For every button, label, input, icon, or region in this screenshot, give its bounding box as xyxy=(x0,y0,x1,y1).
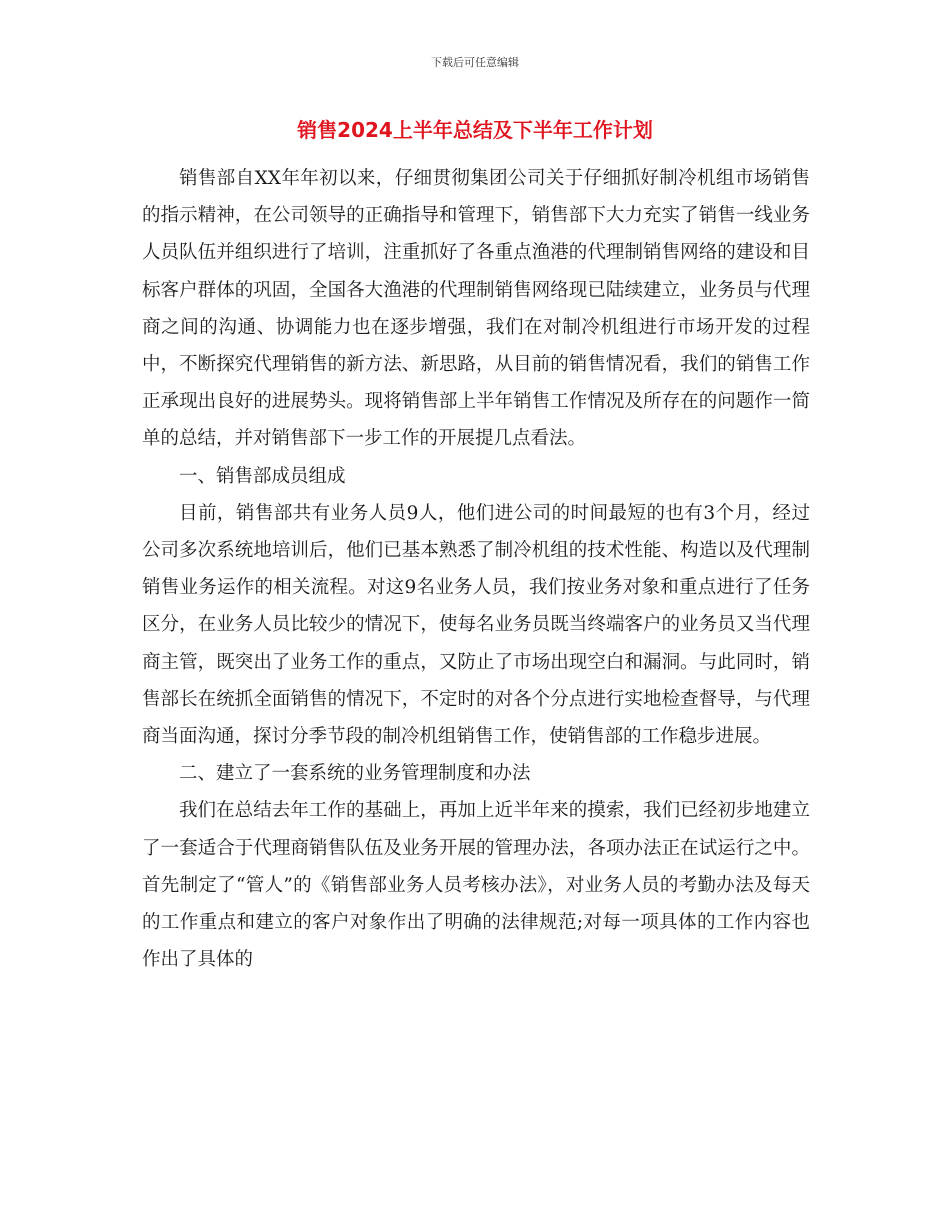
section-heading-1: 一、销售部成员组成 xyxy=(179,465,346,487)
document-title: 销售2024上半年总结及下半年工作计划 xyxy=(297,118,653,142)
section-heading-2: 二、建立了一套系统的业务管理制度和办法 xyxy=(179,763,531,785)
paragraph-section-1: 目前，销售部共有业务人员9人，他们进公司的时间最短的也有3个月，经过公司多次系统地培训后，他们已基本熟悉了制冷机组的技术性能、构造以及代理制销售业务运作的相关流程。对这9名业务人员，我们按业务对象和重点进行了任务区分，在业务人员比较少的情况下，使每名业务员既当终端客户的业务员又当代理商主管，既突出了业务工作的重点，又防止了市场出现空白和漏洞。与此同时，销售部长在统抓全面销售的情况下，不定时的对各个分点进行实地检查督导，与代理商当面沟通，探讨分季节段的制冷机组销售工作，使销售部的工作稳步进展。 xyxy=(142,502,810,748)
page-header-note: 下载后可任意编辑 xyxy=(431,56,519,69)
paragraph-section-2: 我们在总结去年工作的基础上，再加上近半年来的摸索，我们已经初步地建立了一套适合于代理商销售队伍及业务开展的管理办法，各项办法正在试运行之中。首先制定了“管人”的《销售部业务人员考核办法》，对业务人员的考勤办法及每天的工作重点和建立的客户对象作出了明确的法律规范;对每一项具体的工作内容也作出了具体的 xyxy=(142,800,810,971)
document-body xyxy=(142,160,810,978)
paragraph-intro: 销售部自XX年年初以来，仔细贯彻集团公司关于仔细抓好制冷机组市场销售的指示精神，在公司领导的正确指导和管理下，销售部下大力充实了销售一线业务人员队伍并组织进行了培训，注重抓好了各重点渔港的代理制销售网络的建设和目标客户群体的巩固，全国各大渔港的代理制销售网络现已陆续建立，业务员与代理商之间的沟通、协调能力也在逐步增强，我们在对制冷机组进行市场开发的过程中，不断探究代理销售的新方法、新思路，从目前的销售情况看，我们的销售工作正承现出良好的进展势头。现将销售部上半年销售工作情况及所存在的问题作一简单的总结，并对销售部下一步工作的开展提几点看法。 xyxy=(142,168,810,450)
